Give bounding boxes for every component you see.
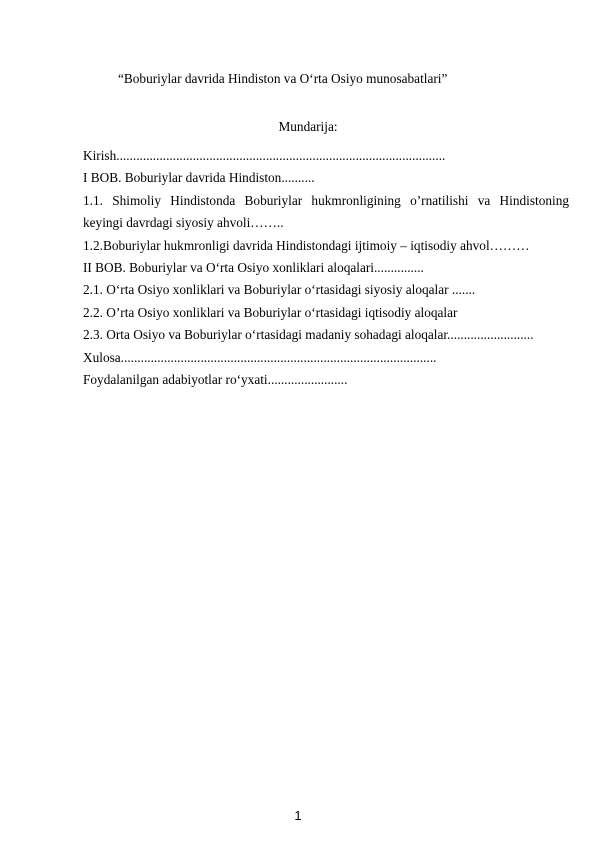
toc-entry-section-1-1: 1.1. Shimoliy Hindistonda Boburiylar hukmronligining o’rnatilishi va Hindistoning keyingi davrdagi siyosiy ahvoli…….. <box>83 192 569 231</box>
table-of-contents <box>83 145 569 391</box>
toc-entry-section-2-1: 2.1. O‘rta Osiyo xonliklari va Boburiylar o‘rtasidagi siyosiy aloqalar ....... <box>83 282 476 298</box>
toc-entry-bibliography: Foydalanilgan adabiyotlar ro‘yxati........................ <box>83 372 348 388</box>
toc-entry-intro: Kirish................................................................................................... <box>83 148 446 163</box>
toc-heading: Mundarija: <box>278 119 338 134</box>
page-number: 1 <box>294 808 302 823</box>
toc-entry-section-2-2: 2.2. O’rta Osiyo xonliklari va Boburiylar o‘rtasidagi iqtisodiy aloqalar <box>83 304 458 320</box>
document-title: “Boburiylar davrida Hindiston va O‘rta Osiyo munosabatlari” <box>118 71 448 86</box>
toc-entry-chapter-1: I BOB. Boburiylar davrida Hindiston.......... <box>83 170 315 186</box>
toc-entry-conclusion: Xulosa............................................................................................... <box>83 349 437 365</box>
toc-entry-chapter-2: II BOB. Boburiylar va O‘rta Osiyo xonliklari aloqalari............... <box>83 260 424 276</box>
toc-entry-section-2-3: 2.3. Orta Osiyo va Boburiylar o‘rtasidagi madaniy sohadagi aloqalar.......................... <box>83 327 534 343</box>
toc-entry-section-1-2: 1.2.Boburiylar hukmronligi davrida Hindistondagi ijtimoiy – iqtisodiy ahvol……… <box>83 237 530 253</box>
